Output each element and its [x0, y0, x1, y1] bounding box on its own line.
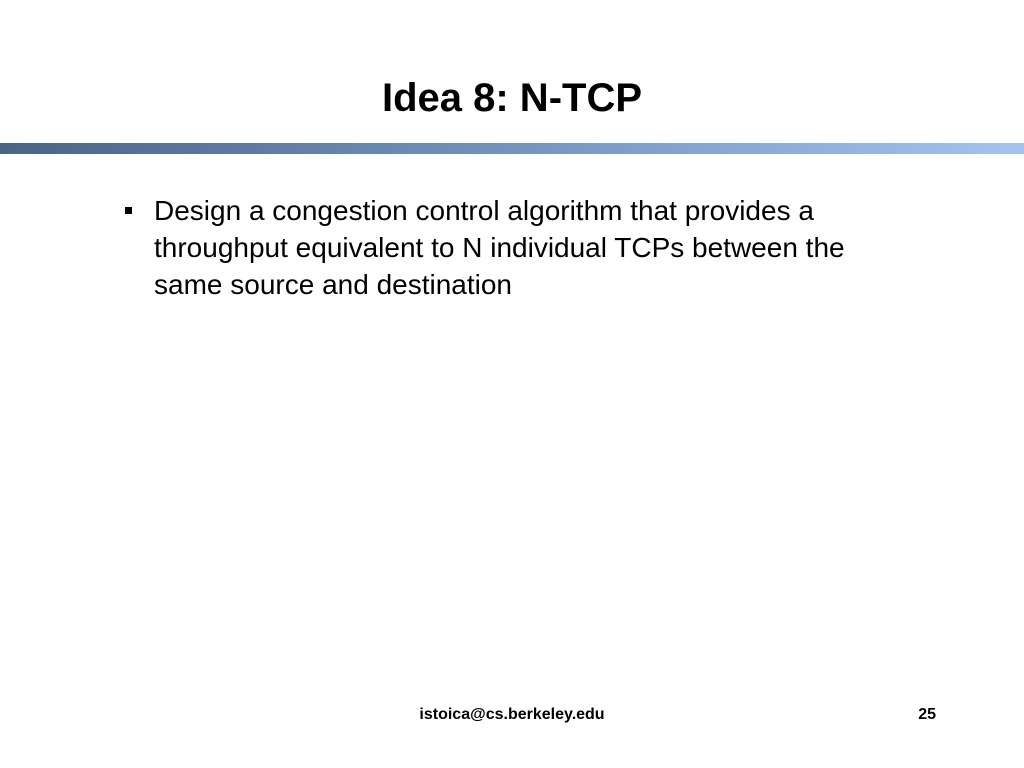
- footer-email: istoica@cs.berkeley.edu: [419, 706, 605, 723]
- bullet-list: [122, 192, 902, 303]
- slide-title: Idea 8: N-TCP: [381, 76, 643, 120]
- bullet-item: [122, 192, 902, 303]
- title-underline-bar: [0, 143, 1024, 154]
- page-number: 25: [918, 706, 936, 723]
- square-bullet-icon: [125, 207, 132, 214]
- bullet-text: Design a congestion control algorithm that provides a throughput equivalent to N individual TCPs between the same source and destination: [154, 195, 845, 300]
